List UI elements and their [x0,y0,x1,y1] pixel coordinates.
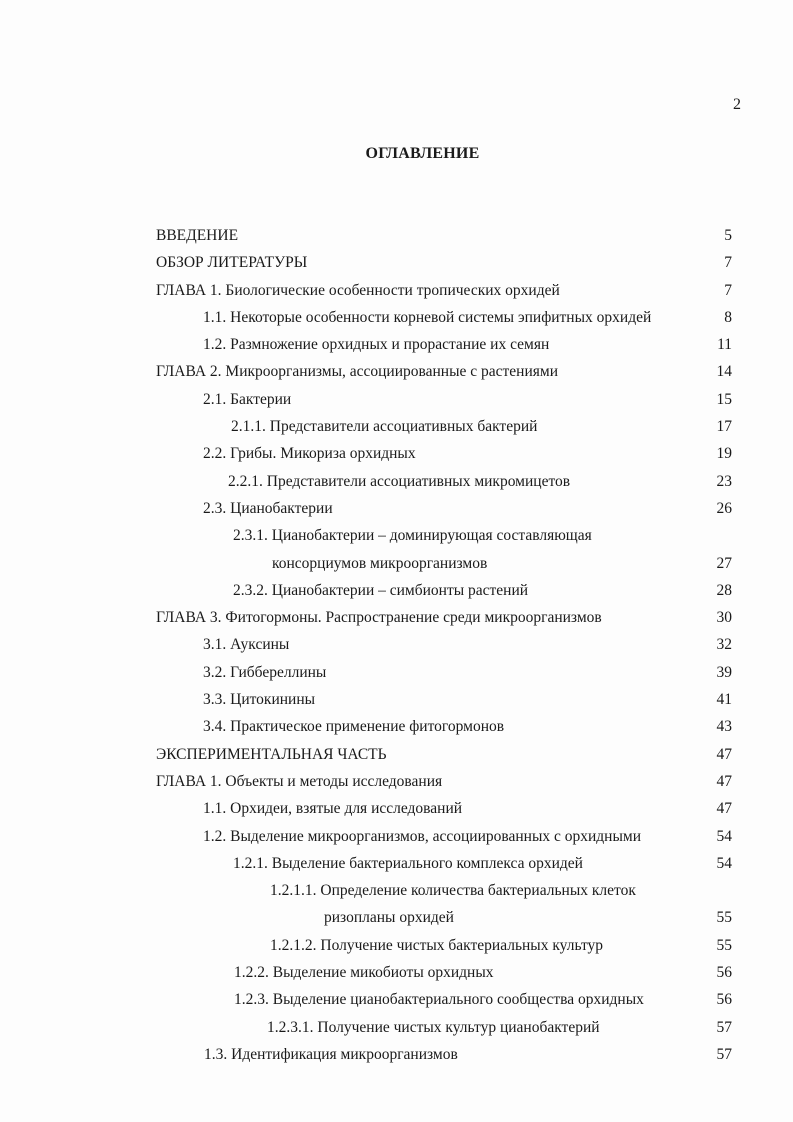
toc-entry-text: 3.2. Гиббереллины [203,663,327,681]
toc-entry [0,577,793,604]
toc-entry-text: 1.2.1.2. Получение чистых бактериальных культур [270,936,604,954]
table-of-contents [0,222,793,1068]
page-number: 2 [733,96,741,113]
toc-entry-text: ВВЕДЕНИЕ [156,227,239,244]
toc-entry [0,877,793,904]
toc-entry-text: ГЛАВА 2. Микроорганизмы, ассоциированные с растениями [156,363,559,381]
toc-entry [0,741,793,768]
toc-entry-text: 2.3.1. Цианобактерии – доминирующая составляющая [233,527,592,545]
toc-entry-page: 17 [716,418,732,436]
toc-entry-page: 26 [716,499,732,517]
toc-entry-page: 43 [716,718,732,736]
toc-entry-text: 1.1. Некоторые особенности корневой системы эпифитных орхидей [203,308,652,326]
toc-entry-text: 1.1. Орхидеи, взятые для исследований [203,800,463,818]
toc-entry-page: 57 [716,1045,732,1063]
toc-entry-page: 39 [716,663,732,681]
toc-entry-page: 32 [716,636,732,654]
toc-entry [0,959,793,986]
toc-entry-page: 56 [716,964,732,982]
toc-entry-text: 1.2.3. Выделение цианобактериального сообщества орхидных [234,991,644,1009]
toc-entry [0,850,793,877]
toc-entry-text: ЭКСПЕРИМЕНТАЛЬНАЯ ЧАСТЬ [156,745,387,763]
toc-entry-text: 2.2. Грибы. Микориза орхидных [203,445,416,463]
toc-entry-text: 1.2.3.1. Получение чистых культур цианобактерий [267,1018,600,1036]
toc-entry [0,659,793,686]
toc-entry [0,413,793,440]
toc-entry-page: 19 [716,445,732,463]
toc-entry-page: 41 [716,691,732,709]
toc-entry-text: 1.2.1. Выделение бактериального комплекса орхидей [233,854,583,872]
toc-entry-page: 55 [716,909,732,927]
toc-entry-page: 30 [716,609,732,627]
toc-entry-page: 54 [716,854,732,872]
toc-entry-text: 3.4. Практическое применение фитогормонов [203,718,505,736]
toc-entry [0,604,793,631]
toc-entry-page: 27 [716,554,732,572]
toc-entry-text: 2.2.1. Представители ассоциативных микромицетов [228,472,571,490]
toc-entry-page: 47 [716,772,732,790]
toc-entry [0,331,793,358]
toc-entry-page: 15 [716,390,732,408]
toc-entry-page: 14 [716,363,732,381]
toc-entry [0,768,793,795]
toc-entry [0,713,793,740]
toc-entry-page: 28 [716,581,732,599]
toc-entry [0,686,793,713]
toc-entry-text: ОБЗОР ЛИТЕРАТУРЫ [156,254,308,272]
toc-entry-text: ГЛАВА 3. Фитогормоны. Распространение среди микроорганизмов [156,609,602,627]
toc-title: ОГЛАВЛЕНИЕ [365,145,480,162]
toc-entry [0,631,793,658]
toc-entry-continuation [0,904,793,931]
toc-entry-page: 7 [724,281,732,299]
toc-entry-text: 2.3. Цианобактерии [203,499,333,517]
toc-entry [0,795,793,822]
toc-entry-page: 8 [724,308,732,326]
toc-entry-page: 5 [724,227,732,244]
toc-entry [0,823,793,850]
toc-entry-page: 47 [716,745,732,763]
toc-entry-text: ризопланы орхидей [324,909,454,927]
toc-entry-text: 1.2.1.1. Определение количества бактериальных клеток [270,882,636,900]
toc-entry [0,522,793,549]
toc-entry [0,468,793,495]
toc-entry-text: ГЛАВА 1. Биологические особенности тропических орхидей [156,281,560,299]
toc-entry-text: ГЛАВА 1. Объекты и методы исследования [156,772,443,790]
toc-entry-text: 2.3.2. Цианобактерии – симбионты растений [233,581,529,599]
toc-entry-text: 1.3. Идентификация микроорганизмов [204,1045,458,1063]
toc-entry-page: 57 [716,1018,732,1036]
toc-entry-text: 3.1. Ауксины [203,636,290,654]
toc-entry [0,222,793,249]
toc-entry [0,249,793,276]
toc-entry-text: 2.1.1. Представители ассоциативных бактерий [231,418,538,436]
toc-entry-text: консорциумов микроорганизмов [272,554,488,572]
toc-entry [0,1041,793,1068]
toc-entry-text: 3.3. Цитокинины [203,691,316,709]
toc-entry [0,277,793,304]
toc-entry [0,1014,793,1041]
toc-entry-page: 11 [717,336,732,354]
toc-entry [0,386,793,413]
toc-entry [0,440,793,467]
toc-entry-text: 2.1. Бактерии [203,390,292,408]
toc-entry-page: 23 [716,472,732,490]
toc-entry-continuation [0,550,793,577]
toc-entry-page: 7 [724,254,732,272]
toc-entry-text: 1.2. Размножение орхидных и прорастание их семян [203,336,550,354]
toc-entry [0,358,793,385]
toc-entry [0,932,793,959]
toc-entry-text: 1.2. Выделение микроорганизмов, ассоциированных с орхидными [203,827,641,845]
toc-entry-page: 55 [716,936,732,954]
toc-entry-page: 56 [716,991,732,1009]
toc-entry [0,495,793,522]
toc-entry-text: 1.2.2. Выделение микобиоты орхидных [234,964,494,982]
toc-entry-page: 54 [716,827,732,845]
toc-entry-page: 47 [716,800,732,818]
toc-entry [0,304,793,331]
toc-entry [0,986,793,1013]
